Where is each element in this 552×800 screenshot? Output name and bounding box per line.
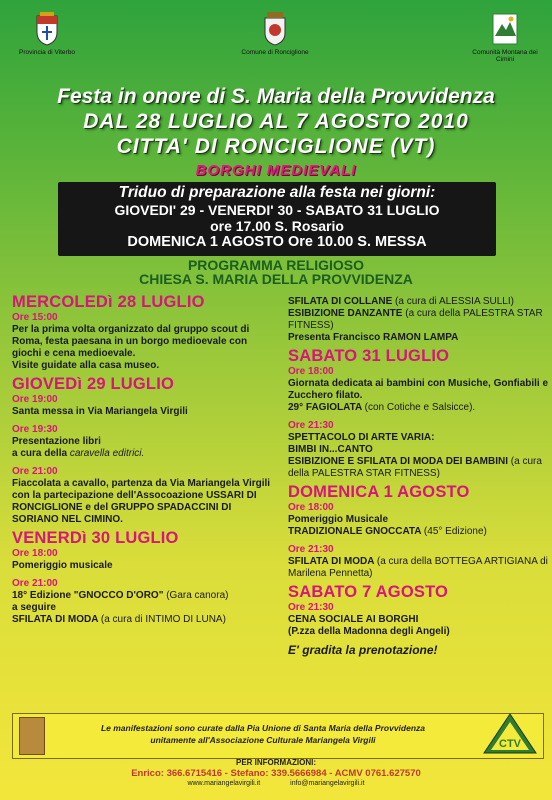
event-text-line (12, 448, 277, 460)
programma-heading (0, 258, 552, 286)
ctv-logo-icon (483, 713, 537, 755)
day-heading-sabato7: SABATO 7 AGOSTO (288, 583, 449, 601)
triduo-box (58, 182, 496, 256)
event-time: Ore 18:00 (288, 502, 334, 513)
event-time: Ore 15:00 (12, 312, 58, 323)
event-text-part: a cura della (12, 448, 68, 459)
event-text (288, 556, 550, 580)
event-text-line: Presenta Francisco RAMON LAMPA (288, 332, 459, 343)
day-heading-sabato31: SABATO 31 LUGLIO (288, 347, 450, 365)
email-link[interactable]: info@mariangelavirgili.it (290, 780, 365, 787)
comunita-mountain-icon (492, 12, 518, 46)
event-text-part: 29° FAGIOLATA (288, 402, 362, 413)
event-text-line (12, 614, 277, 626)
logo-row (0, 12, 552, 82)
event-time: Ore 19:30 (12, 424, 58, 435)
event-time: Ore 21:30 (288, 420, 334, 431)
event-text (12, 436, 277, 460)
organizers-text (53, 722, 473, 746)
event-text-line: a seguire (12, 602, 56, 613)
event-text-line: BIMBI IN...CANTO (288, 444, 373, 455)
info-web-line (0, 780, 552, 787)
logo-provincia-label: Provincia di Viterbo (19, 49, 75, 56)
reservation-note: E' gradita la prenotazione! (288, 643, 438, 657)
provincia-crest-icon (34, 12, 60, 46)
event-text-line (12, 590, 277, 602)
comune-crest-icon (262, 12, 288, 46)
organizers-box (12, 713, 544, 759)
event-text-part: SFILATA DI MODA (12, 614, 99, 625)
event-text-line: Visite guidate alla casa museo. (12, 360, 160, 371)
day-heading-mercoledi: MERCOLEDì 28 LUGLIO (12, 293, 205, 311)
event-text-line: SPETTACOLO DI ARTE VARIA: (288, 432, 435, 443)
organizers-line1: Le manifestazioni sono curate dalla Pia Unione di Santa Maria della Provvidenza (100, 723, 426, 733)
title-city: CITTA' DI RONCIGLIONE (VT) (116, 135, 436, 158)
event-text-line (288, 456, 550, 480)
event-time: Ore 21:00 (12, 466, 58, 477)
website-link[interactable]: www.mariangelavirgili.it (187, 780, 261, 787)
left-column (12, 293, 277, 632)
event-text-line: CENA SOCIALE AI BORGHI (288, 614, 419, 625)
event-time: Ore 18:00 (12, 548, 58, 559)
title-borghi: BORGHI MEDIEVALI (195, 162, 357, 179)
event-text (288, 432, 550, 480)
event-text-part: ESIBIZIONE E SFILATA DI MODA DEI BAMBINI (288, 456, 508, 467)
info-phones: Enrico: 366.6715416 - Stefano: 339.5666984 - ACMV 0761.627570 (131, 768, 421, 779)
logo-comunita-label: Comunità Montana dei Cimini (472, 49, 538, 63)
triduo-heading: Triduo di preparazione alla festa nei giorni: (118, 184, 436, 201)
event-time: Ore 19:00 (12, 394, 58, 405)
event-text-line: (P.zza della Madonna degli Angeli) (288, 626, 450, 637)
programma-line1: PROGRAMMA RELIGIOSO (187, 257, 365, 273)
event-text-italic: caravella editrici. (69, 448, 145, 459)
logo-comune-label: Comune di Ronciglione (241, 49, 309, 56)
event-text-part: 18° Edizione "GNOCCO D'ORO" (12, 590, 164, 601)
triduo-days: GIOVEDI' 29 - VENERDI' 30 - SABATO 31 LUGLIO (114, 202, 440, 218)
event-text-part: (a cura della PALESTRA STAR FITNESS) (288, 308, 543, 331)
logo-provincia (12, 12, 82, 56)
event-text-part: ESIBIZIONE DANZANTE (288, 308, 403, 319)
event-text-line: Per la prima volta organizzato dal gruppo scout di Roma, festa paesana in un borgo medioevale con (12, 324, 250, 347)
event-text-line: Giornata dedicata ai bambini con Musiche, Gonfiabili e Zucchero filato. (288, 378, 549, 401)
event-text-part: (a cura della BOTTEGA ARTIGIANA di Marilena Pennetta) (288, 556, 548, 579)
event-text (288, 296, 550, 344)
event-text (288, 514, 550, 538)
event-text: Santa messa in Via Mariangela Virgili (12, 406, 188, 417)
event-time: Ore 18:00 (288, 366, 334, 377)
logo-comunita (470, 12, 540, 63)
triduo-rosario: ore 17.00 S. Rosario (210, 218, 344, 234)
event-text (12, 590, 277, 626)
event-text-line (288, 526, 550, 538)
organizers-line2: unitamente all'Associazione Culturale Mariangela Virgili (150, 735, 376, 745)
event-text-part: (45° Edizione) (423, 526, 487, 537)
event-text-part: (a cura di INTIMO DI LUNA) (100, 614, 226, 625)
event-text-line: Pomeriggio Musicale (288, 514, 389, 525)
day-heading-giovedi: GIOVEDì 29 LUGLIO (12, 375, 175, 393)
event-text (12, 324, 277, 372)
triduo-messa: DOMENICA 1 AGOSTO Ore 10.00 S. MESSA (127, 234, 427, 250)
event-text-part: (con Cotiche e Salsicce). (364, 402, 476, 413)
right-column (288, 296, 550, 656)
event-time: Ore 21:30 (288, 602, 334, 613)
day-heading-venerdi: VENERDì 30 LUGLIO (12, 529, 179, 547)
info-heading: PER INFORMAZIONI: (236, 758, 316, 767)
title-dates: DAL 28 LUGLIO AL 7 AGOSTO 2010 (83, 110, 469, 133)
event-time: Ore 21:30 (288, 544, 334, 555)
event-time: Ore 21:00 (12, 578, 58, 589)
event-text-part: SFILATA DI COLLANE (288, 296, 393, 307)
event-text-part: SFILATA DI MODA (288, 556, 375, 567)
event-text-line (288, 308, 550, 332)
event-text-part: (a cura di ALESSIA SULLI) (395, 296, 514, 307)
event-text: Pomeriggio musicale (12, 560, 113, 571)
event-text-line: Presentazione libri (12, 436, 101, 447)
title-festa: Festa in onore di S. Maria della Provvidenza (57, 85, 495, 108)
event-text-part: (a cura della PALESTRA STAR FITNESS) (288, 456, 542, 479)
event-text-part: (Gara canora) (166, 590, 229, 601)
ctv-logo-text: CTV (499, 738, 521, 750)
event-text-line (288, 296, 550, 308)
event-text: Fiaccolata a cavallo, partenza da Via Mariangela Virgili con la partecipazione dell'Assocoazione USSARI DI RONCIGLIONE e del GRUPPO SPADACCINI DI SORIANO NEL CIMINO. (12, 478, 271, 525)
info-block (0, 758, 552, 787)
event-text-line: giochi e cena medioevale. (12, 348, 136, 359)
day-heading-domenica: DOMENICA 1 AGOSTO (288, 483, 470, 501)
event-text-line (288, 402, 550, 414)
event-text (288, 614, 550, 638)
madonna-image-icon (19, 717, 45, 755)
logo-comune (240, 12, 310, 56)
programma-line2: CHIESA S. MARIA DELLA PROVVIDENZA (139, 271, 413, 287)
event-text-part: TRADIZIONALE GNOCCATA (288, 526, 422, 537)
event-text (288, 378, 550, 414)
